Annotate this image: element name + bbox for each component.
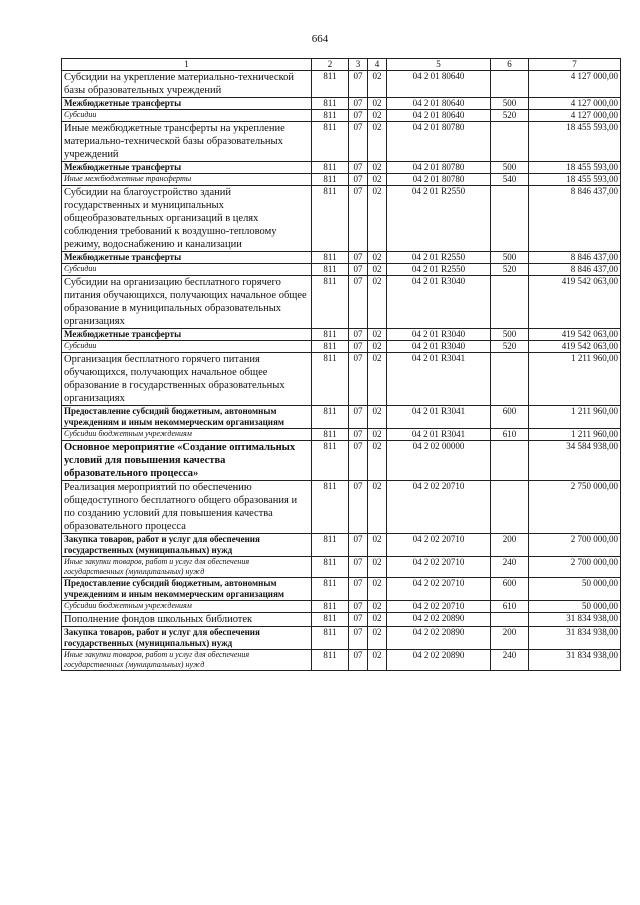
section-code-cell: 07	[349, 534, 368, 557]
row-name-cell: Иные закупки товаров, работ и услуг для обеспечения государственных (муниципальных) нужд	[62, 557, 312, 578]
subsection-code-cell: 02	[368, 601, 387, 613]
expense-type-cell	[491, 122, 529, 162]
ministry-code-cell: 811	[312, 613, 349, 627]
subsection-code-cell: 02	[368, 174, 387, 186]
row-name-cell: Межбюджетные трансферты	[62, 252, 312, 264]
column-header: 5	[387, 59, 491, 71]
ministry-code-cell: 811	[312, 481, 349, 534]
row-name-cell: Иные межбюджетные трансферты на укрепление материально-технической базы образовательных учреждений	[62, 122, 312, 162]
row-name-cell: Субсидии	[62, 110, 312, 122]
ministry-code-cell: 811	[312, 276, 349, 329]
column-header: 4	[368, 59, 387, 71]
table-row	[62, 627, 621, 650]
amount-cell: 18 455 593,00	[529, 174, 621, 186]
expense-type-cell: 200	[491, 627, 529, 650]
table-row	[62, 406, 621, 429]
amount-cell: 1 211 960,00	[529, 353, 621, 406]
table-row	[62, 329, 621, 341]
amount-cell: 8 846 437,00	[529, 186, 621, 252]
section-code-cell: 07	[349, 122, 368, 162]
amount-cell: 4 127 000,00	[529, 98, 621, 110]
target-article-cell: 04 2 01 R2550	[387, 264, 491, 276]
section-code-cell: 07	[349, 110, 368, 122]
ministry-code-cell: 811	[312, 353, 349, 406]
subsection-code-cell: 02	[368, 122, 387, 162]
section-code-cell: 07	[349, 578, 368, 601]
amount-cell: 31 834 938,00	[529, 613, 621, 627]
ministry-code-cell: 811	[312, 162, 349, 174]
page-number: 664	[311, 33, 329, 45]
column-header: 3	[349, 59, 368, 71]
section-code-cell: 07	[349, 98, 368, 110]
table-row	[62, 174, 621, 186]
target-article-cell: 04 2 01 R3040	[387, 329, 491, 341]
amount-cell: 18 455 593,00	[529, 122, 621, 162]
row-name-cell: Межбюджетные трансферты	[62, 162, 312, 174]
table-row	[62, 557, 621, 578]
section-code-cell: 07	[349, 341, 368, 353]
subsection-code-cell: 02	[368, 264, 387, 276]
subsection-code-cell: 02	[368, 650, 387, 671]
target-article-cell: 04 2 01 80780	[387, 174, 491, 186]
expense-type-cell: 520	[491, 110, 529, 122]
expense-type-cell	[491, 353, 529, 406]
target-article-cell: 04 2 01 R3041	[387, 429, 491, 441]
expense-type-cell	[491, 481, 529, 534]
ministry-code-cell: 811	[312, 557, 349, 578]
amount-cell: 18 455 593,00	[529, 162, 621, 174]
target-article-cell: 04 2 02 20890	[387, 627, 491, 650]
row-name-cell: Субсидии	[62, 341, 312, 353]
amount-cell: 2 700 000,00	[529, 534, 621, 557]
section-code-cell: 07	[349, 481, 368, 534]
expense-type-cell: 520	[491, 264, 529, 276]
ministry-code-cell: 811	[312, 341, 349, 353]
expense-type-cell: 500	[491, 329, 529, 341]
row-name-cell: Закупка товаров, работ и услуг для обеспечения государственных (муниципальных) нужд	[62, 627, 312, 650]
amount-cell: 419 542 063,00	[529, 276, 621, 329]
target-article-cell: 04 2 01 R2550	[387, 186, 491, 252]
section-code-cell: 07	[349, 162, 368, 174]
ministry-code-cell: 811	[312, 534, 349, 557]
expense-type-cell: 600	[491, 578, 529, 601]
expense-type-cell: 540	[491, 174, 529, 186]
amount-cell: 34 584 938,00	[529, 441, 621, 481]
ministry-code-cell: 811	[312, 71, 349, 98]
target-article-cell: 04 2 02 20710	[387, 601, 491, 613]
expense-type-cell: 610	[491, 601, 529, 613]
target-article-cell: 04 2 01 R2550	[387, 252, 491, 264]
table-row	[62, 578, 621, 601]
amount-cell: 1 211 960,00	[529, 429, 621, 441]
ministry-code-cell: 811	[312, 329, 349, 341]
section-code-cell: 07	[349, 429, 368, 441]
subsection-code-cell: 02	[368, 98, 387, 110]
row-name-cell: Предоставление субсидий бюджетным, автономным учреждениям и иным некоммерческим организациям	[62, 406, 312, 429]
section-code-cell: 07	[349, 276, 368, 329]
subsection-code-cell: 02	[368, 252, 387, 264]
ministry-code-cell: 811	[312, 186, 349, 252]
table-row	[62, 110, 621, 122]
target-article-cell: 04 2 01 R3040	[387, 276, 491, 329]
row-name-cell: Основное мероприятие «Создание оптимальных условий для повышения качества образовательного процесса»	[62, 441, 312, 481]
amount-cell: 8 846 437,00	[529, 264, 621, 276]
table-row	[62, 264, 621, 276]
expense-type-cell: 500	[491, 98, 529, 110]
ministry-code-cell: 811	[312, 110, 349, 122]
section-code-cell: 07	[349, 264, 368, 276]
section-code-cell: 07	[349, 174, 368, 186]
amount-cell: 8 846 437,00	[529, 252, 621, 264]
expense-type-cell: 240	[491, 557, 529, 578]
ministry-code-cell: 811	[312, 252, 349, 264]
subsection-code-cell: 02	[368, 341, 387, 353]
subsection-code-cell: 02	[368, 162, 387, 174]
target-article-cell: 04 2 01 80640	[387, 98, 491, 110]
target-article-cell: 04 2 02 20710	[387, 534, 491, 557]
table-row	[62, 98, 621, 110]
table-row	[62, 481, 621, 534]
subsection-code-cell: 02	[368, 110, 387, 122]
expense-type-cell: 500	[491, 252, 529, 264]
section-code-cell: 07	[349, 252, 368, 264]
amount-cell: 50 000,00	[529, 601, 621, 613]
target-article-cell: 04 2 02 20710	[387, 557, 491, 578]
table-row	[62, 353, 621, 406]
row-name-cell: Предоставление субсидий бюджетным, автономным учреждениям и иным некоммерческим организациям	[62, 578, 312, 601]
ministry-code-cell: 811	[312, 627, 349, 650]
section-code-cell: 07	[349, 71, 368, 98]
subsection-code-cell: 02	[368, 406, 387, 429]
amount-cell: 31 834 938,00	[529, 627, 621, 650]
row-name-cell: Субсидии бюджетным учреждениям	[62, 601, 312, 613]
table-row	[62, 613, 621, 627]
amount-cell: 2 750 000,00	[529, 481, 621, 534]
expense-type-cell	[491, 71, 529, 98]
subsection-code-cell: 02	[368, 186, 387, 252]
section-code-cell: 07	[349, 627, 368, 650]
amount-cell: 4 127 000,00	[529, 71, 621, 98]
subsection-code-cell: 02	[368, 71, 387, 98]
column-header: 1	[62, 59, 312, 71]
target-article-cell: 04 2 01 80640	[387, 71, 491, 98]
ministry-code-cell: 811	[312, 601, 349, 613]
section-code-cell: 07	[349, 613, 368, 627]
table-row	[62, 186, 621, 252]
ministry-code-cell: 811	[312, 578, 349, 601]
row-name-cell: Организация бесплатного горячего питания обучающихся, получающих начальное общее образование в государственных образовательных организациях	[62, 353, 312, 406]
ministry-code-cell: 811	[312, 264, 349, 276]
target-article-cell: 04 2 02 20710	[387, 578, 491, 601]
row-name-cell: Субсидии на благоустройство зданий государственных и муниципальных общеобразовательных организаций в целях соблюдения требований к воздушно-тепловому режиму, водоснабжению и канализации	[62, 186, 312, 252]
target-article-cell: 04 2 01 80780	[387, 122, 491, 162]
column-number-row	[62, 59, 621, 71]
subsection-code-cell: 02	[368, 481, 387, 534]
table-row	[62, 122, 621, 162]
ministry-code-cell: 811	[312, 406, 349, 429]
row-name-cell: Иные закупки товаров, работ и услуг для обеспечения государственных (муниципальных) нужд	[62, 650, 312, 671]
section-code-cell: 07	[349, 650, 368, 671]
expense-type-cell: 500	[491, 162, 529, 174]
target-article-cell: 04 2 01 80780	[387, 162, 491, 174]
amount-cell: 50 000,00	[529, 578, 621, 601]
expense-type-cell	[491, 186, 529, 252]
target-article-cell: 04 2 01 R3041	[387, 353, 491, 406]
amount-cell: 1 211 960,00	[529, 406, 621, 429]
row-name-cell: Субсидии на организацию бесплатного горячего питания обучающихся, получающих начальное общее образование в муниципальных образовательных организациях	[62, 276, 312, 329]
subsection-code-cell: 02	[368, 534, 387, 557]
section-code-cell: 07	[349, 186, 368, 252]
section-code-cell: 07	[349, 329, 368, 341]
budget-table	[61, 58, 621, 671]
target-article-cell: 04 2 01 80640	[387, 110, 491, 122]
expense-type-cell	[491, 613, 529, 627]
column-header: 7	[529, 59, 621, 71]
amount-cell: 31 834 938,00	[529, 650, 621, 671]
section-code-cell: 07	[349, 557, 368, 578]
table-row	[62, 534, 621, 557]
row-name-cell: Межбюджетные трансферты	[62, 98, 312, 110]
table-row	[62, 162, 621, 174]
subsection-code-cell: 02	[368, 627, 387, 650]
target-article-cell: 04 2 02 20890	[387, 613, 491, 627]
ministry-code-cell: 811	[312, 429, 349, 441]
subsection-code-cell: 02	[368, 557, 387, 578]
subsection-code-cell: 02	[368, 578, 387, 601]
row-name-cell: Закупка товаров, работ и услуг для обеспечения государственных (муниципальных) нужд	[62, 534, 312, 557]
row-name-cell: Реализация мероприятий по обеспечению общедоступного бесплатного общего образования и по созданию условий для повышения качества образовательного процесса	[62, 481, 312, 534]
expense-type-cell: 520	[491, 341, 529, 353]
table-row	[62, 252, 621, 264]
column-header: 2	[312, 59, 349, 71]
subsection-code-cell: 02	[368, 429, 387, 441]
subsection-code-cell: 02	[368, 353, 387, 406]
subsection-code-cell: 02	[368, 329, 387, 341]
expense-type-cell: 200	[491, 534, 529, 557]
amount-cell: 419 542 063,00	[529, 329, 621, 341]
ministry-code-cell: 811	[312, 98, 349, 110]
table-row	[62, 429, 621, 441]
row-name-cell: Субсидии на укрепление материально-технической базы образовательных учреждений	[62, 71, 312, 98]
subsection-code-cell: 02	[368, 613, 387, 627]
row-name-cell: Межбюджетные трансферты	[62, 329, 312, 341]
expense-type-cell: 240	[491, 650, 529, 671]
subsection-code-cell: 02	[368, 441, 387, 481]
row-name-cell: Иные межбюджетные трансферты	[62, 174, 312, 186]
ministry-code-cell: 811	[312, 174, 349, 186]
row-name-cell: Субсидии бюджетным учреждениям	[62, 429, 312, 441]
table-row	[62, 341, 621, 353]
table-row	[62, 441, 621, 481]
expense-type-cell: 600	[491, 406, 529, 429]
table-row	[62, 276, 621, 329]
target-article-cell: 04 2 01 R3041	[387, 406, 491, 429]
table-row	[62, 601, 621, 613]
target-article-cell: 04 2 02 00000	[387, 441, 491, 481]
target-article-cell: 04 2 02 20710	[387, 481, 491, 534]
subsection-code-cell: 02	[368, 276, 387, 329]
section-code-cell: 07	[349, 441, 368, 481]
table-row	[62, 650, 621, 671]
row-name-cell: Субсидии	[62, 264, 312, 276]
ministry-code-cell: 811	[312, 122, 349, 162]
amount-cell: 2 700 000,00	[529, 557, 621, 578]
expense-type-cell	[491, 276, 529, 329]
column-header: 6	[491, 59, 529, 71]
ministry-code-cell: 811	[312, 650, 349, 671]
expense-type-cell: 610	[491, 429, 529, 441]
ministry-code-cell: 811	[312, 441, 349, 481]
amount-cell: 4 127 000,00	[529, 110, 621, 122]
amount-cell: 419 542 063,00	[529, 341, 621, 353]
section-code-cell: 07	[349, 601, 368, 613]
expense-type-cell	[491, 441, 529, 481]
section-code-cell: 07	[349, 353, 368, 406]
row-name-cell: Пополнение фондов школьных библиотек	[62, 613, 312, 627]
target-article-cell: 04 2 01 R3040	[387, 341, 491, 353]
table-row	[62, 71, 621, 98]
target-article-cell: 04 2 02 20890	[387, 650, 491, 671]
section-code-cell: 07	[349, 406, 368, 429]
